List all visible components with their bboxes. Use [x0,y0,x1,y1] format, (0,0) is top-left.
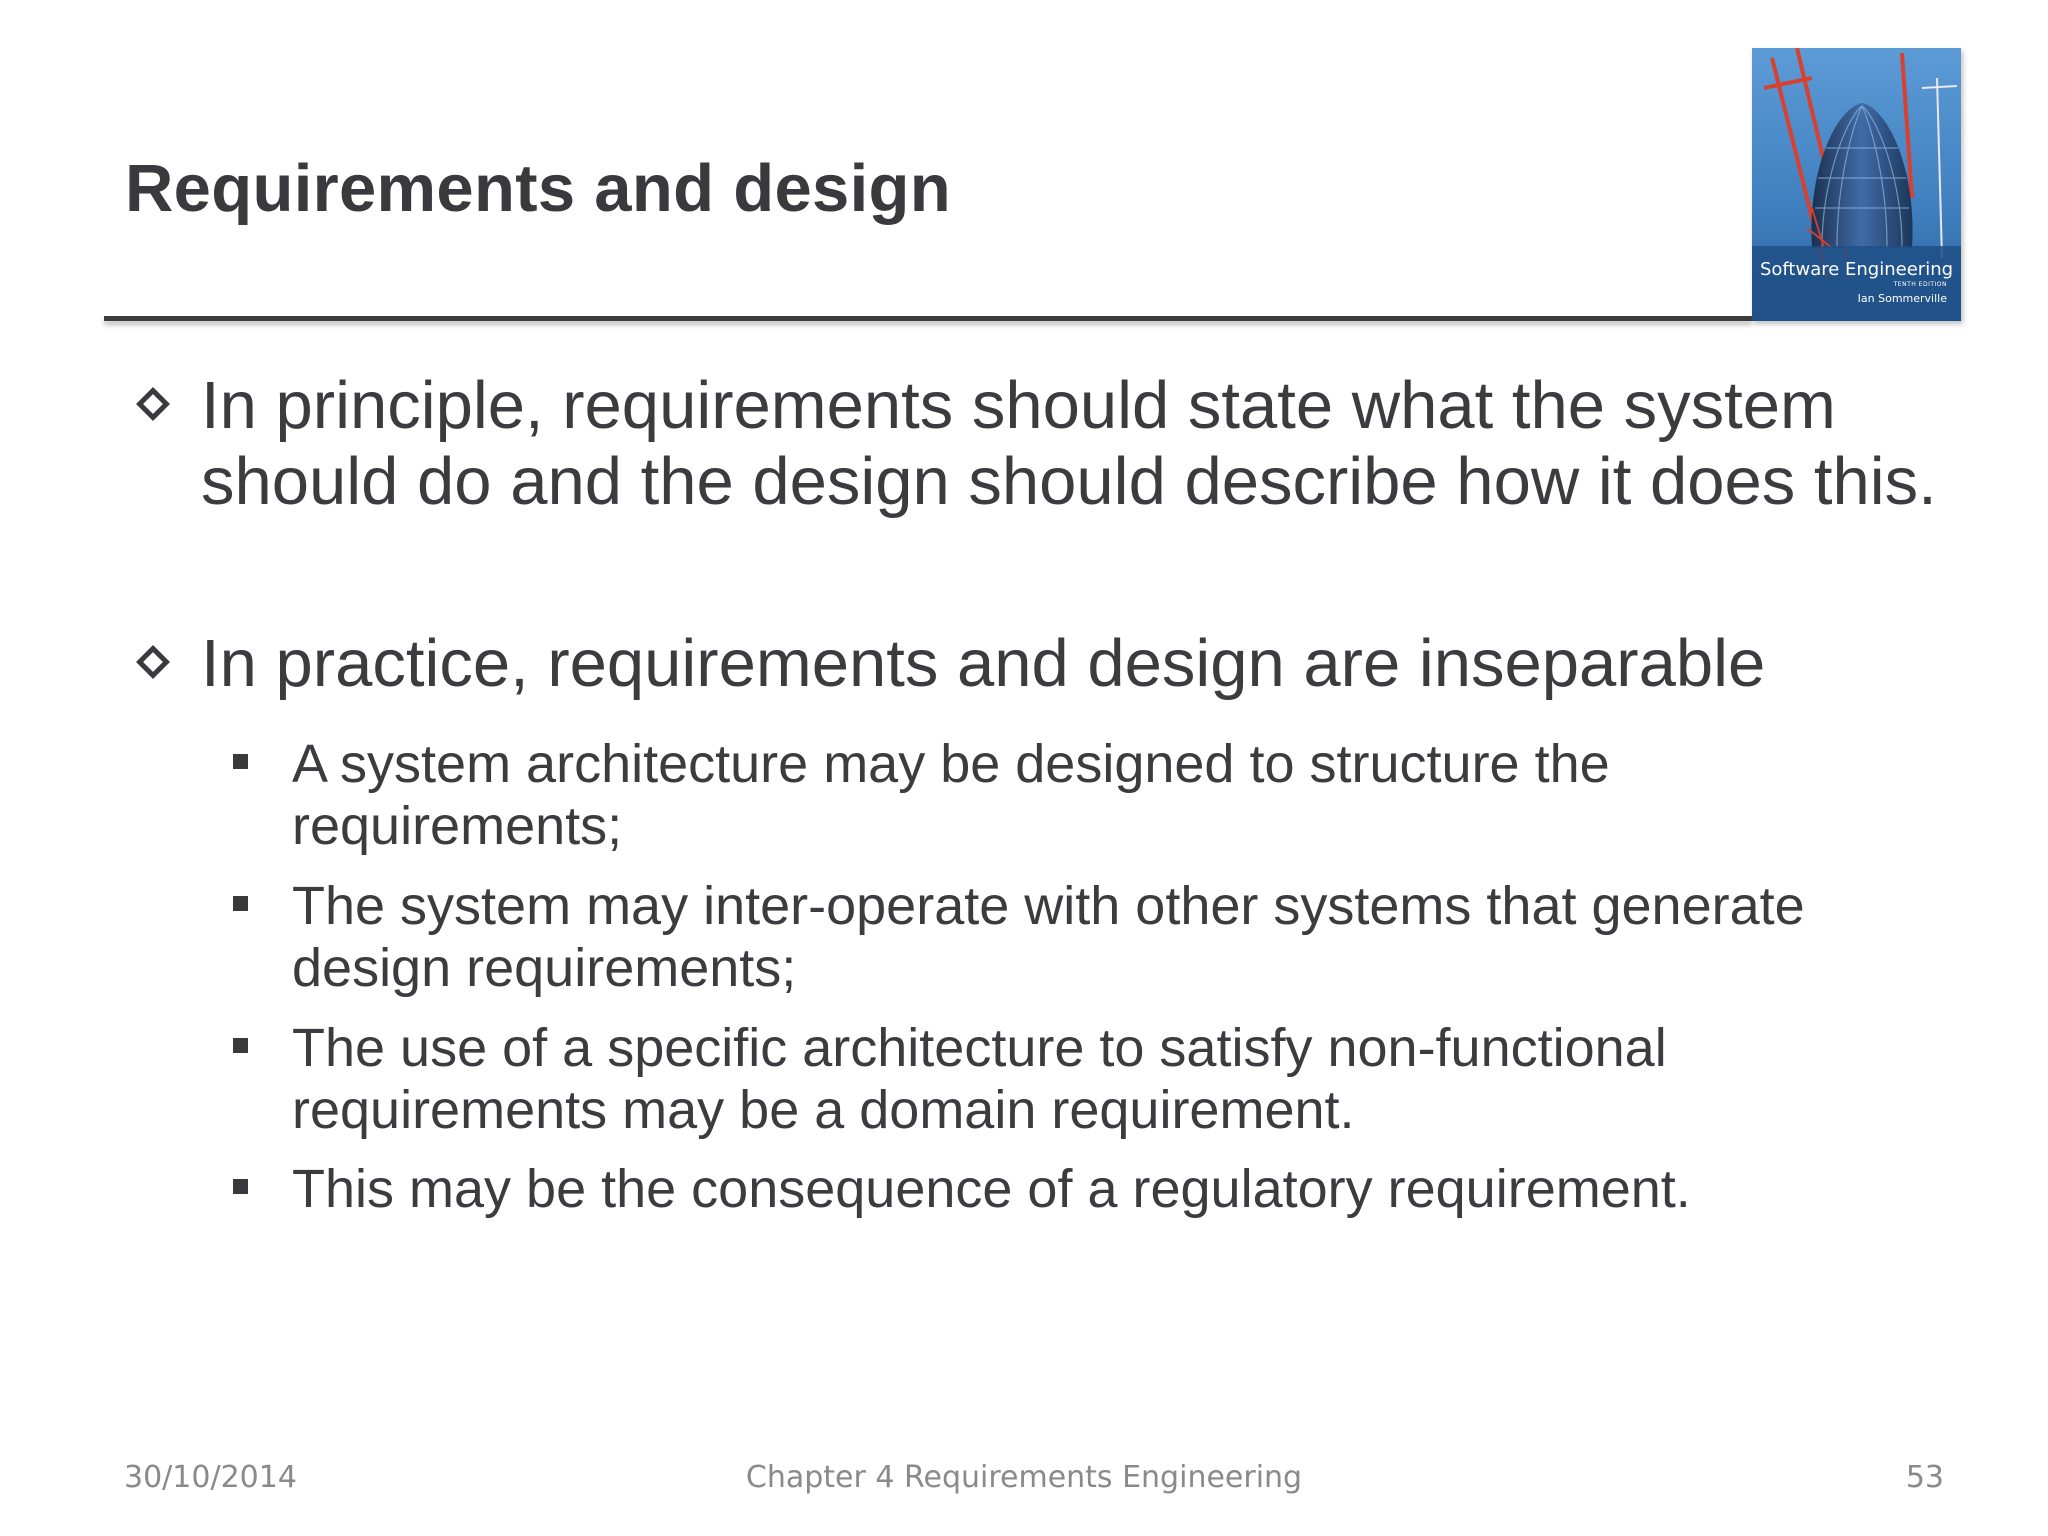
book-cover-author: Ian Sommerville [1857,292,1947,305]
bullet-text: In principle, requirements should state what the system should do and the design should describe how it does this. [201,368,1937,519]
sub-bullet-text: The use of a specific architecture to satisfy non-functional requirements may be a domain requirement. [292,1018,1667,1140]
diamond-bullet-icon [136,387,170,421]
book-cover-edition: TENTH EDITION [1893,281,1947,288]
slide-title: Requirements and design [125,151,951,226]
book-cover-image [1752,48,1961,321]
square-bullet-icon [233,896,248,911]
footer-chapter: Chapter 4 Requirements Engineering [745,1460,1303,1495]
square-bullet-icon [233,1179,248,1194]
sub-bullet-text: A system architecture may be designed to structure the requirements; [292,734,1610,856]
title-divider [104,316,1752,321]
bullet-text: In practice, requirements and design are inseparable [201,626,1766,701]
footer-date: 30/10/2014 [124,1460,297,1495]
square-bullet-icon [233,754,248,769]
book-cover-title: Software Engineering [1759,259,1954,280]
sub-bullet-text: The system may inter-operate with other systems that generate design requirements; [292,876,1805,998]
diamond-bullet-icon [136,645,170,679]
sub-bullet-text: This may be the consequence of a regulatory requirement. [292,1159,1691,1219]
square-bullet-icon [233,1038,248,1053]
footer-page-number: 53 [1905,1460,1944,1495]
